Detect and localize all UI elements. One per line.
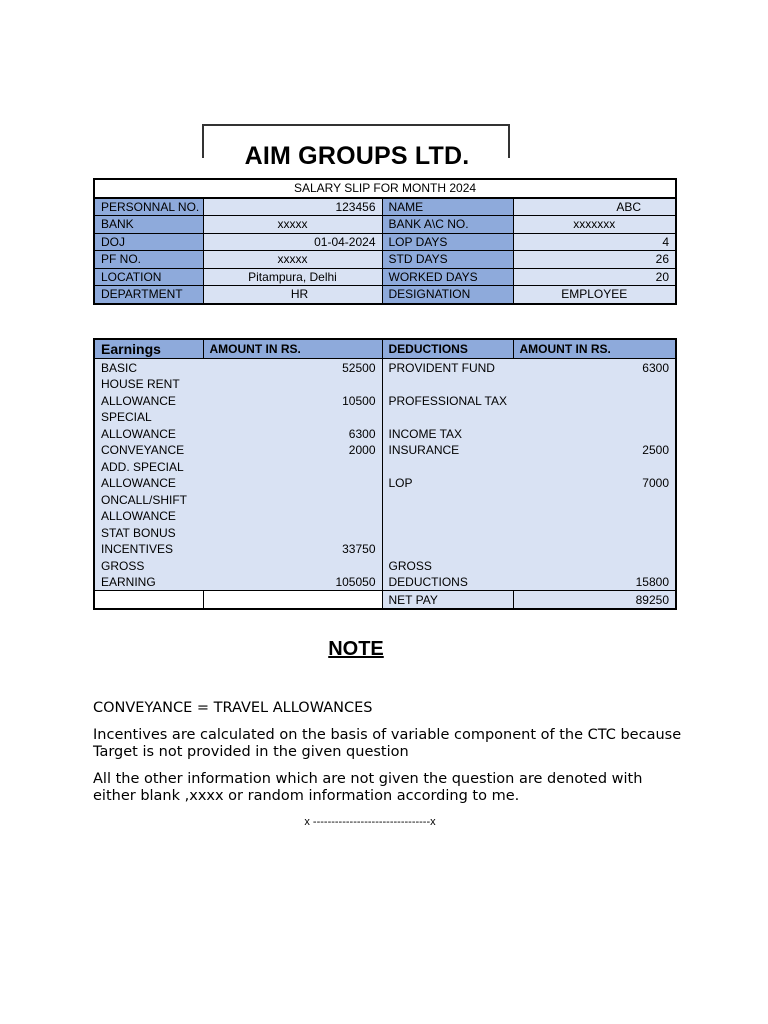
deduction-label <box>382 524 513 541</box>
table-row <box>94 491 676 508</box>
table-row <box>94 425 676 442</box>
info-row <box>94 216 676 234</box>
info-value: xxxxx <box>203 251 382 269</box>
amount-header: AMOUNT IN RS. <box>513 339 676 359</box>
deduction-label <box>382 491 513 508</box>
deduction-amount <box>513 458 676 475</box>
table-row <box>94 392 676 409</box>
table-row <box>94 524 676 541</box>
deduction-amount: 6300 <box>513 359 676 376</box>
deduction-amount: 15800 <box>513 574 676 591</box>
deduction-amount <box>513 508 676 525</box>
table-row <box>94 557 676 574</box>
note-paragraph: CONVEYANCE = TRAVEL ALLOWANCES <box>93 700 373 716</box>
table-row <box>94 376 676 393</box>
earning-label: SPECIAL <box>94 409 203 426</box>
note-title: NOTE <box>328 638 384 660</box>
info-label: DEPARTMENT <box>94 286 203 304</box>
earning-amount: 52500 <box>203 359 382 376</box>
deduction-label <box>382 508 513 525</box>
deduction-label: LOP <box>382 475 513 492</box>
earning-label: GROSS <box>94 557 203 574</box>
info-value: Pitampura, Delhi <box>203 268 382 286</box>
earning-label: STAT BONUS <box>94 524 203 541</box>
info-value: EMPLOYEE <box>513 286 676 304</box>
table-header-row <box>94 339 676 359</box>
employee-info-table <box>93 178 677 305</box>
net-pay-value: 89250 <box>513 591 676 609</box>
info-value: 4 <box>513 233 676 251</box>
earning-amount <box>203 475 382 492</box>
deduction-label: INSURANCE <box>382 442 513 459</box>
info-label: LOP DAYS <box>382 233 513 251</box>
table-row <box>94 442 676 459</box>
earning-label: ALLOWANCE <box>94 475 203 492</box>
earning-label: ALLOWANCE <box>94 392 203 409</box>
deduction-label <box>382 458 513 475</box>
earning-amount: 2000 <box>203 442 382 459</box>
note-paragraph: All the other information which are not given the question are denoted with either blank ,xxxx or random information according to me. <box>93 771 643 804</box>
deduction-amount <box>513 376 676 393</box>
earning-label: CONVEYANCE <box>94 442 203 459</box>
earnings-header: Earnings <box>94 339 203 359</box>
info-label: STD DAYS <box>382 251 513 269</box>
info-value: 20 <box>513 268 676 286</box>
deduction-amount <box>513 557 676 574</box>
earning-label: BASIC <box>94 359 203 376</box>
earning-label: ADD. SPECIAL <box>94 458 203 475</box>
separator-line: x --------------------------------x <box>304 816 436 828</box>
table-row <box>94 508 676 525</box>
info-value: 26 <box>513 251 676 269</box>
info-row <box>94 233 676 251</box>
company-name: AIM GROUPS LTD. <box>244 142 470 170</box>
info-row <box>94 198 676 216</box>
info-label: PF NO. <box>94 251 203 269</box>
note-paragraph: Incentives are calculated on the basis of variable component of the CTC because Target is not provided in the given question <box>93 727 682 760</box>
info-row <box>94 268 676 286</box>
earning-amount <box>203 491 382 508</box>
table-row <box>94 458 676 475</box>
table-row <box>94 541 676 558</box>
info-value: xxxxxxx <box>513 216 676 234</box>
deduction-amount <box>513 541 676 558</box>
info-label: BANK <box>94 216 203 234</box>
info-label: BANK A\C NO. <box>382 216 513 234</box>
slip-title: SALARY SLIP FOR MONTH 2024 <box>94 179 676 198</box>
earning-amount <box>203 524 382 541</box>
deduction-amount <box>513 425 676 442</box>
deduction-amount <box>513 392 676 409</box>
earning-label: ONCALL/SHIFT <box>94 491 203 508</box>
deduction-label <box>382 541 513 558</box>
deduction-amount <box>513 409 676 426</box>
info-value: 01-04-2024 <box>203 233 382 251</box>
earning-amount: 33750 <box>203 541 382 558</box>
empty-cell <box>94 591 203 609</box>
earning-amount <box>203 376 382 393</box>
info-value: xxxxx <box>203 216 382 234</box>
earning-label: ALLOWANCE <box>94 508 203 525</box>
deduction-label: PROVIDENT FUND <box>382 359 513 376</box>
info-value: HR <box>203 286 382 304</box>
earning-amount <box>203 409 382 426</box>
info-row <box>94 251 676 269</box>
earning-amount: 6300 <box>203 425 382 442</box>
info-value: ABC <box>513 198 676 216</box>
net-pay-row <box>94 591 676 609</box>
earning-amount: 10500 <box>203 392 382 409</box>
info-label: WORKED DAYS <box>382 268 513 286</box>
deduction-amount: 2500 <box>513 442 676 459</box>
deductions-header: DEDUCTIONS <box>382 339 513 359</box>
earning-label: INCENTIVES <box>94 541 203 558</box>
info-value: 123456 <box>203 198 382 216</box>
deduction-label <box>382 376 513 393</box>
table-row <box>94 359 676 376</box>
deduction-amount: 7000 <box>513 475 676 492</box>
deduction-label: PROFESSIONAL TAX <box>382 392 513 409</box>
info-label: PERSONNAL NO. <box>94 198 203 216</box>
earning-label: HOUSE RENT <box>94 376 203 393</box>
table-row <box>94 574 676 591</box>
earning-label: ALLOWANCE <box>94 425 203 442</box>
earning-amount <box>203 508 382 525</box>
earnings-deductions-table <box>93 338 677 610</box>
deduction-label: INCOME TAX <box>382 425 513 442</box>
info-label: NAME <box>382 198 513 216</box>
earning-amount: 105050 <box>203 574 382 591</box>
table-row <box>94 475 676 492</box>
empty-cell <box>203 591 382 609</box>
deduction-label: DEDUCTIONS <box>382 574 513 591</box>
info-label: DOJ <box>94 233 203 251</box>
info-row <box>94 286 676 304</box>
earning-amount <box>203 557 382 574</box>
info-label: DESIGNATION <box>382 286 513 304</box>
amount-header: AMOUNT IN RS. <box>203 339 382 359</box>
earning-label: EARNING <box>94 574 203 591</box>
deduction-amount <box>513 524 676 541</box>
earning-amount <box>203 458 382 475</box>
deduction-label <box>382 409 513 426</box>
deduction-amount <box>513 491 676 508</box>
net-pay-label: NET PAY <box>382 591 513 609</box>
table-row <box>94 409 676 426</box>
deduction-label: GROSS <box>382 557 513 574</box>
info-label: LOCATION <box>94 268 203 286</box>
